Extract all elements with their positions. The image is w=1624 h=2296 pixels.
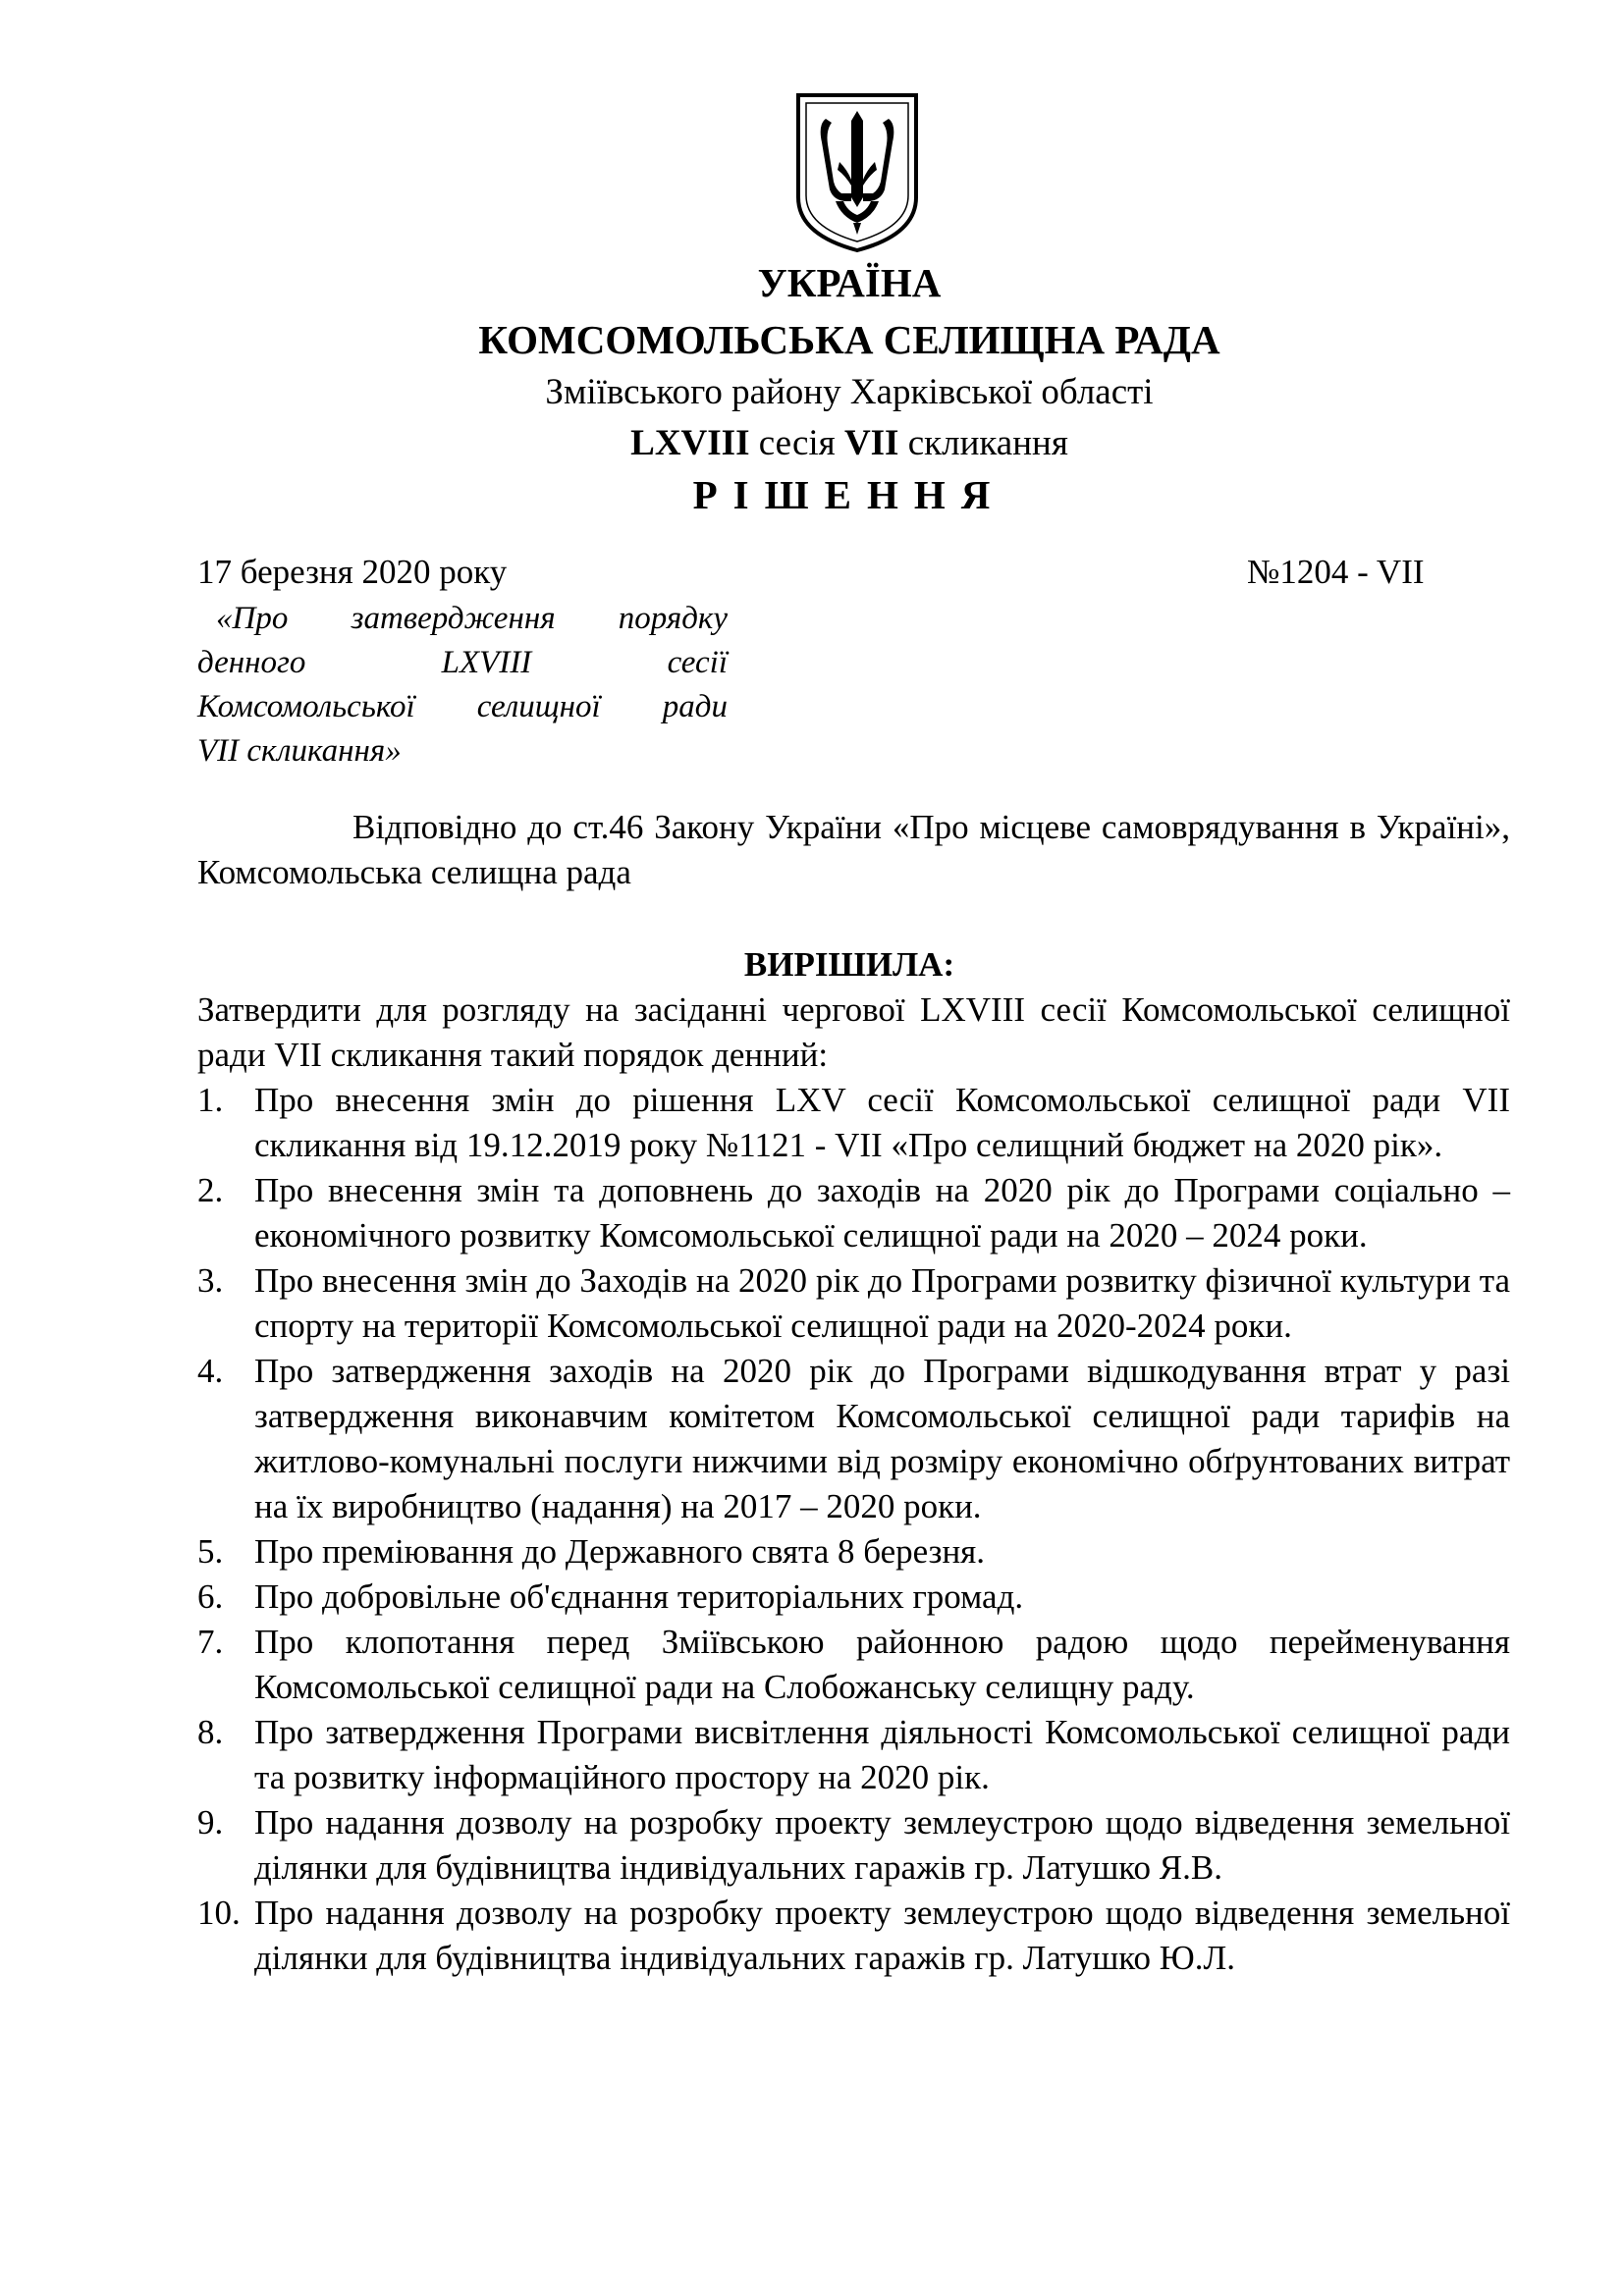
agenda-item-text: Про добровільне об'єднання територіальних громад.	[254, 1577, 1024, 1616]
agenda-item	[197, 1078, 1510, 1168]
resolved-heading: ВИРІШИЛА:	[743, 945, 955, 984]
agenda-item-number: 7.	[197, 1623, 224, 1661]
agenda-item-text: Про затвердження заходів на 2020 рік до Програми відшкодування втрат у разі затвердження виконавчим комітетом Комсомольської селищної ради тарифів на житлово-комунальні послуги нижчими від розміру економічно обґрунтованих витрат на їх виробництво (надання) на 2017 – 2020 роки.	[254, 1352, 1510, 1525]
agenda-item-text: Про преміювання до Державного свята 8 березня.	[254, 1532, 986, 1571]
agenda-item-number: 4.	[197, 1352, 224, 1390]
agenda-item-text: Про надання дозволу на розробку проекту землеустрою щодо відведення земельної ділянки для будівництва індивідуальних гаражів гр. Латушко Я.В.	[254, 1803, 1510, 1887]
agenda-item-text: Про клопотання перед Зміївською районною радою щодо перейменування Комсомольської селищної ради на Слобожанську селищну раду.	[254, 1623, 1510, 1706]
subject-line: Комсомольської селищної ради	[197, 689, 728, 724]
agenda-item-number: 2.	[197, 1171, 224, 1209]
agenda-item	[197, 1891, 1510, 1981]
agenda-item	[197, 1620, 1510, 1710]
agenda-item	[197, 1258, 1510, 1349]
preamble-paragraph: Відповідно до ст.46 Закону України «Про місцеве самоврядування в Україні», Комсомольська селищна рада	[197, 808, 1510, 891]
session-number: LXVIII	[630, 423, 750, 463]
agenda-item-number: 9.	[197, 1803, 224, 1842]
subject-line: денного LXVIII сесії	[197, 645, 728, 680]
agenda-item-text: Про внесення змін та доповнень до заходів на 2020 рік до Програми соціально – економічного розвитку Комсомольської селищної ради на 2020 – 2024 роки.	[254, 1171, 1510, 1255]
trident-coat-of-arms-icon	[792, 91, 922, 254]
country-heading: УКРАЇНА	[757, 260, 942, 305]
convocation-number: VII	[843, 423, 899, 463]
council-heading: КОМСОМОЛЬСЬКА СЕЛИЩНА РАДА	[478, 317, 1220, 362]
session-word: сесія	[749, 423, 844, 463]
agenda-item-text: Про затвердження Програми висвітлення діяльності Комсомольської селищної ради та розвитку інформаційного простору на 2020 рік.	[254, 1713, 1510, 1796]
agenda-item-number: 1.	[197, 1081, 224, 1119]
agenda-item	[197, 1575, 1510, 1620]
convocation-word: скликання	[898, 423, 1068, 463]
session-line	[0, 420, 1624, 467]
decision-title: РІШЕННЯ	[692, 472, 1006, 517]
agenda-item-number: 5.	[197, 1532, 224, 1571]
agenda-item-text: Про внесення змін до Заходів на 2020 рік до Програми розвитку фізичної культури та спорту на території Комсомольської селищної ради на 2020-2024 роки.	[254, 1261, 1510, 1345]
agenda-item-text: Про надання дозволу на розробку проекту землеустрою щодо відведення земельної ділянки для будівництва індивідуальних гаражів гр. Латушко Ю.Л.	[254, 1894, 1510, 1977]
agenda-list	[197, 1078, 1510, 1981]
decision-number: №1204 - VII	[1247, 553, 1425, 591]
decision-subject	[197, 597, 728, 774]
agenda-item-text: Про внесення змін до рішення LXV сесії Комсомольської селищної ради VII скликання від 19.12.2019 року №1121 - VII «Про селищний бюджет на 2020 рік».	[254, 1081, 1510, 1164]
decision-date: 17 березня 2020 року	[197, 553, 508, 591]
agenda-item	[197, 1710, 1510, 1800]
agenda-item	[197, 1529, 1510, 1575]
agenda-item-number: 6.	[197, 1577, 224, 1616]
agenda-item	[197, 1168, 1510, 1258]
agenda-item-number: 3.	[197, 1261, 224, 1300]
agenda-item	[197, 1349, 1510, 1529]
subject-line: «Про затвердження порядку	[216, 601, 728, 636]
agenda-item-number: 10.	[197, 1894, 241, 1932]
subject-line: VII скликання»	[197, 733, 402, 769]
intro-paragraph: Затвердити для розгляду на засіданні чергової LXVIII сесії Комсомольської селищної ради VII скликання такий порядок денний:	[197, 990, 1510, 1074]
agenda-item-number: 8.	[197, 1713, 224, 1751]
agenda-item	[197, 1800, 1510, 1891]
district-line: Зміївського району Харківської області	[545, 372, 1154, 412]
